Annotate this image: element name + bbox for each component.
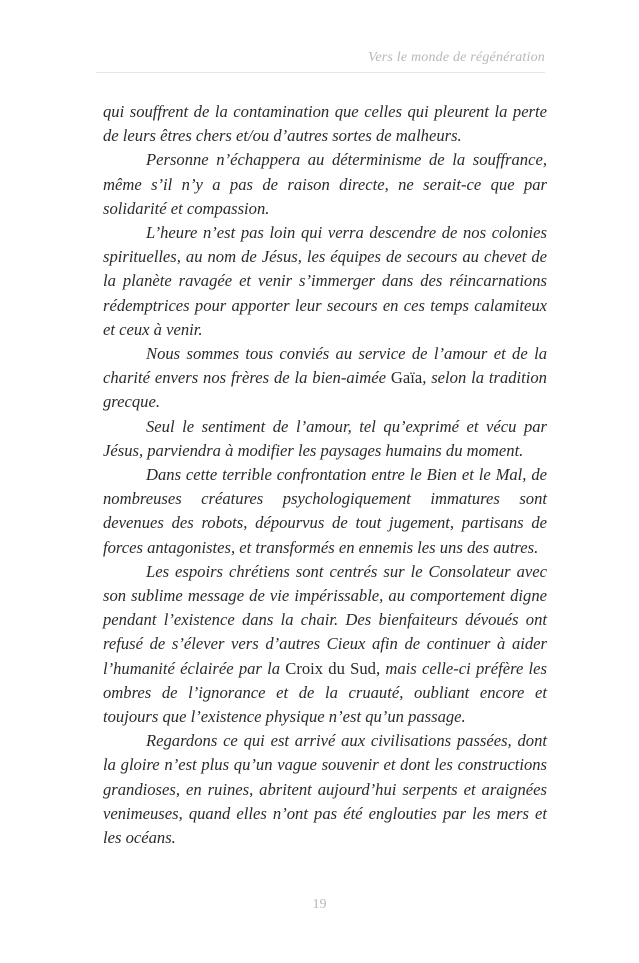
paragraph bbox=[103, 342, 547, 415]
roman-term-croix-du-sud: Croix du Sud bbox=[285, 658, 376, 678]
paragraph: Dans cette terrible confrontation entre le Bien et le Mal, de nombreuses créatures psychologiquement immatures sont devenues des robots, dépourvus de tout jugement, partisans de forces antagonistes, et transformés en ennemis les uns des autres. bbox=[103, 465, 547, 557]
paragraph-text: Les espoirs chrétiens sont centrés sur le Consolateur avec son sublime message de vie impérissable, au comportement digne pendant l’existence dans la chair. Des bienfaiteurs dévoués ont refusé de s’élever vers d’autres Cieux afin de continuer à aider l’humanité éclairée par la bbox=[103, 561, 547, 678]
page-number: 19 bbox=[312, 897, 327, 912]
roman-term-gaia: Gaïa bbox=[390, 368, 423, 388]
paragraph-text: , mais celle-ci préfère les ombres de l’ignorance et de la cruauté, oubliant encore et toujours que l’existence physique n’est qu’un passage. bbox=[103, 658, 547, 727]
paragraph-text: Nous sommes tous conviés au service de l’amour et de la charité envers nos frères de la bien-aimée bbox=[103, 344, 547, 388]
paragraph: Personne n’échappera au déterminisme de la souffrance, même s’il n’y a pas de raison directe, ne serait-ce que par solidarité et compassion. bbox=[103, 150, 547, 218]
paragraph-text: , selon la tradition grecque. bbox=[103, 368, 547, 412]
paragraph: Regardons ce qui est arrivé aux civilisations passées, dont la gloire n’est plus qu’un vague souvenir et dont les constructions grandioses, en ruines, abritent aujourd’hui serpents et araignées venimeuses, quand elles n’ont pas été englouties par les mers et les océans. bbox=[103, 731, 547, 848]
text-body bbox=[103, 100, 547, 850]
running-head: Vers le monde de régénération bbox=[368, 50, 545, 65]
paragraph: L’heure n’est pas loin qui verra descendre de nos colonies spirituelles, au nom de Jésus, les équipes de secours au chevet de la planète ravagée et venir s’immerger dans des réincarnations rédemptrices pour apporter leur secours en ces temps calamiteux et ceux à venir. bbox=[103, 223, 547, 339]
paragraph bbox=[103, 560, 547, 729]
paragraph-continued: qui souffrent de la contamination que celles qui pleurent la perte de leurs êtres chers et/ou d’autres sortes de malheurs. bbox=[103, 102, 547, 146]
paragraph: Seul le sentiment de l’amour, tel qu’exprimé et vécu par Jésus, parviendra à modifier les paysages humains du moment. bbox=[103, 416, 547, 460]
page-header bbox=[96, 50, 545, 73]
